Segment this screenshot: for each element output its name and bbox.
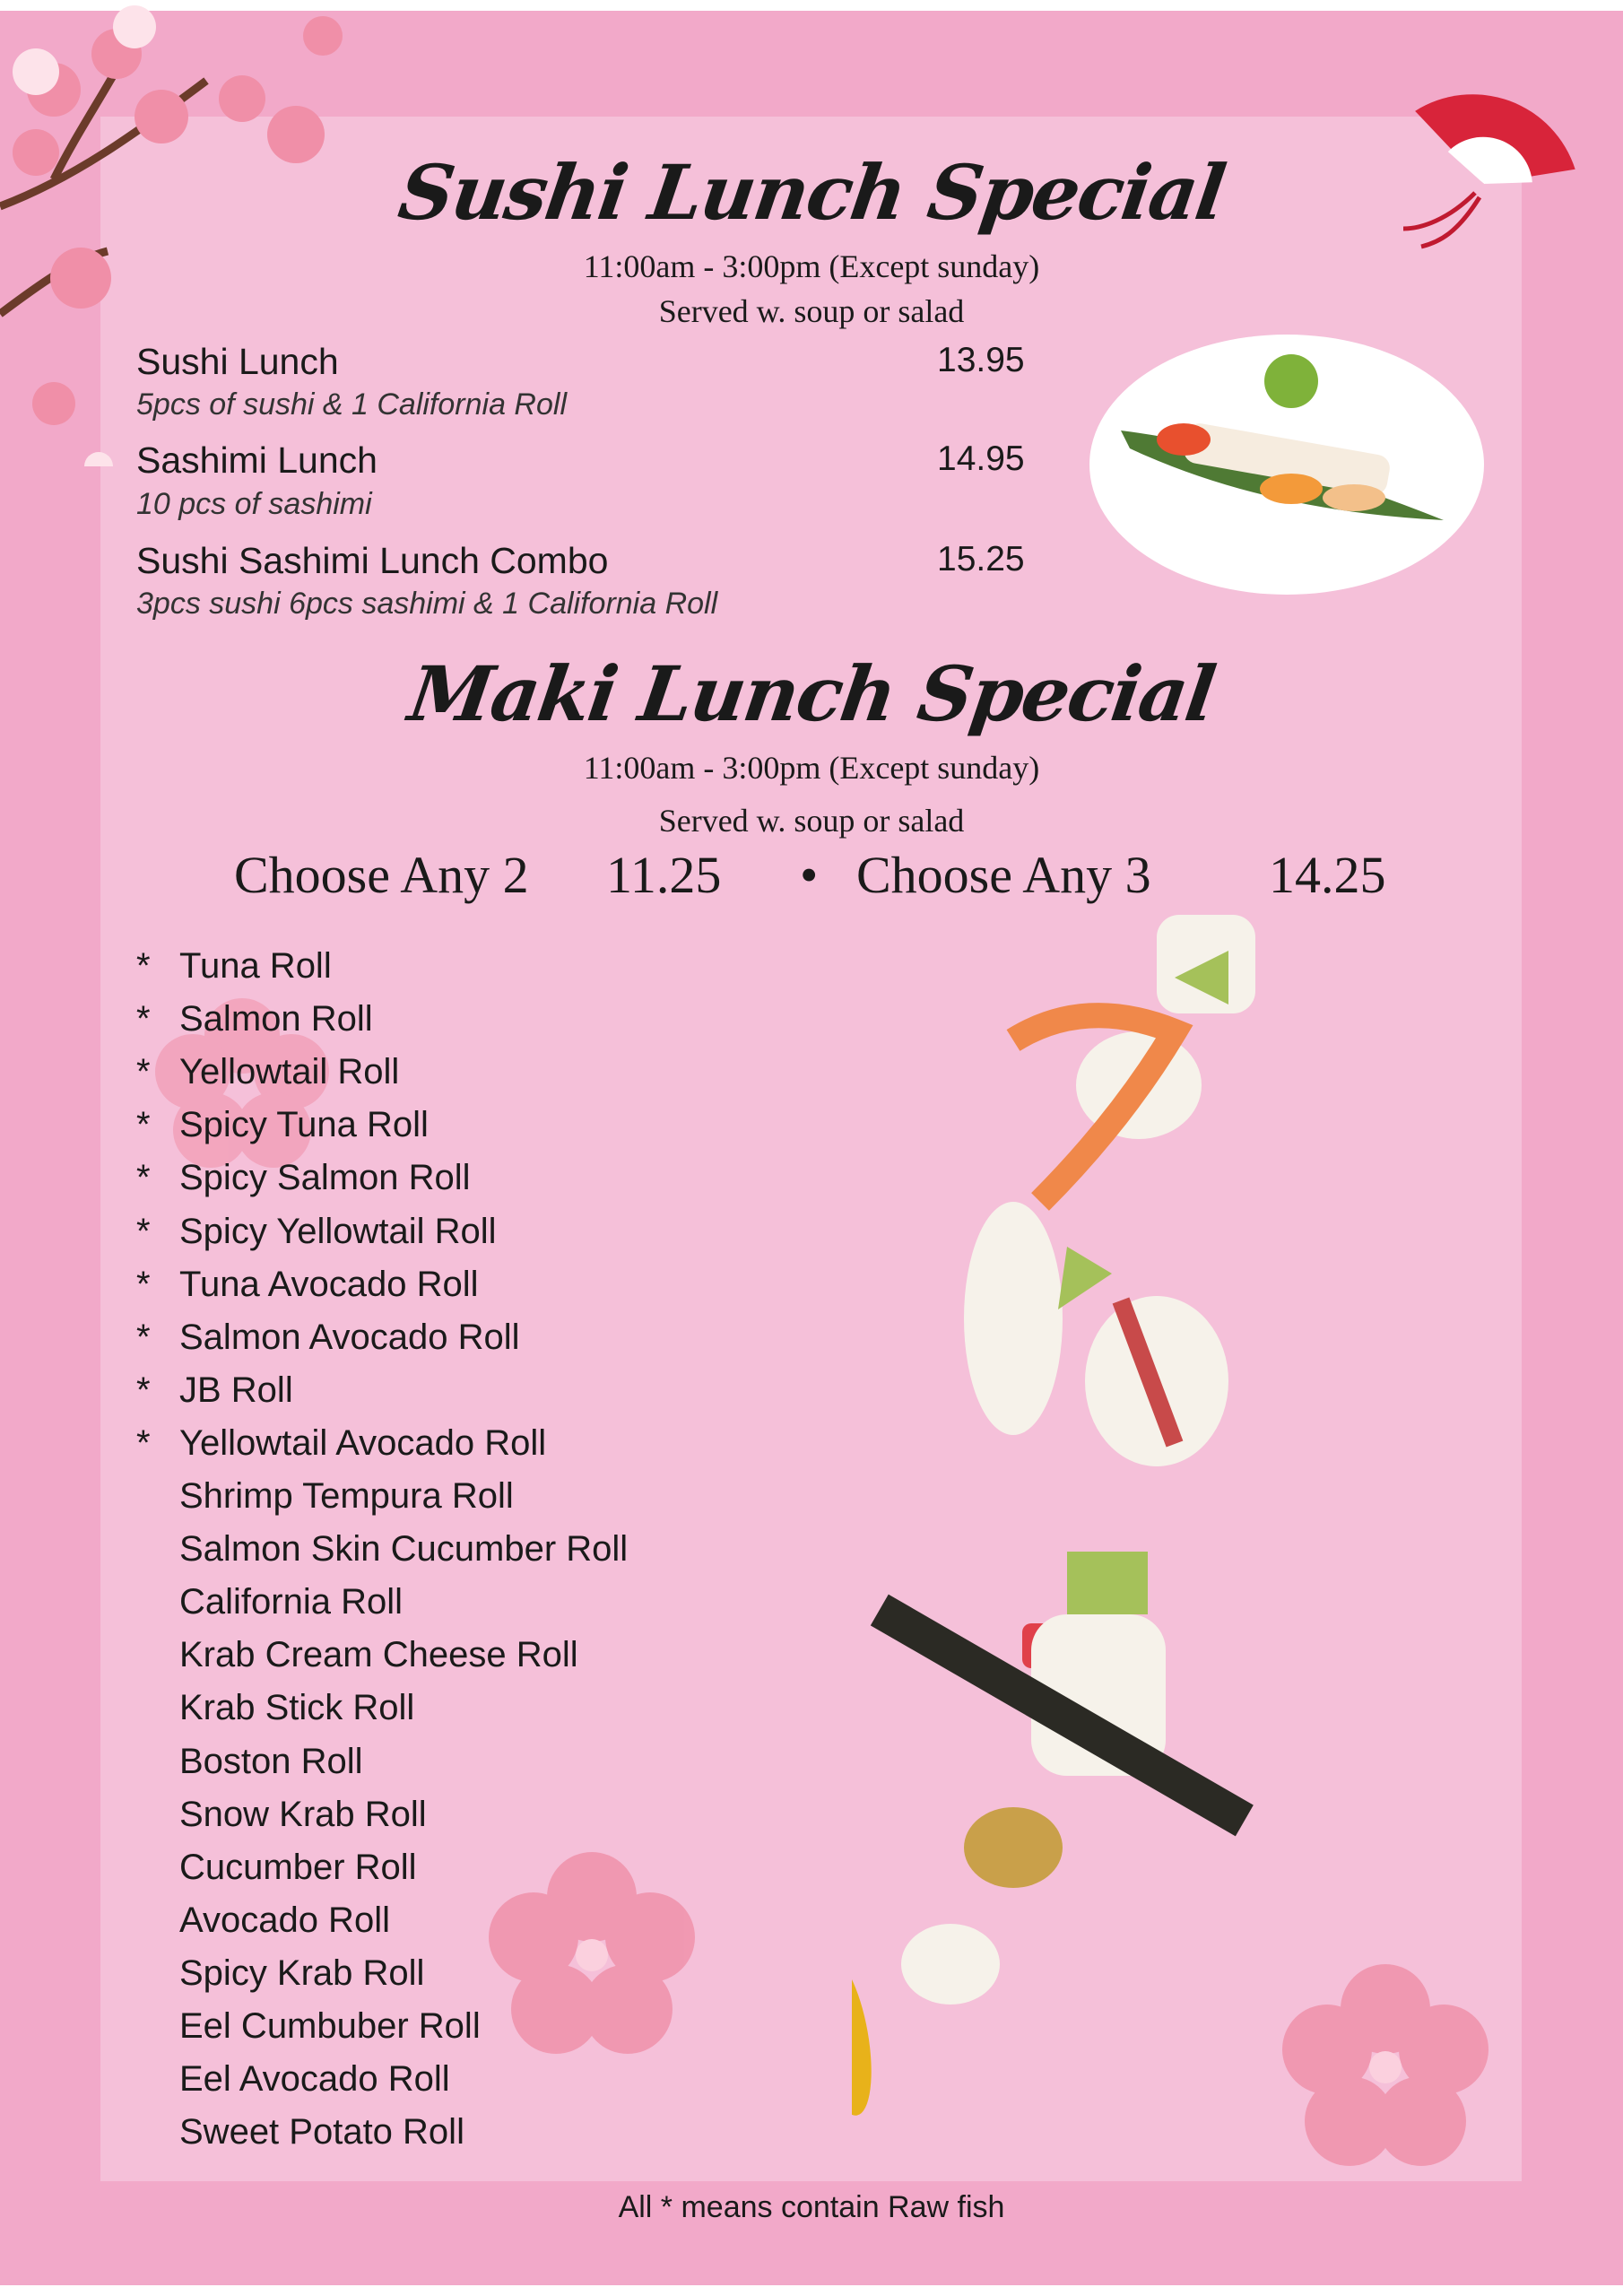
sushi-hours: 11:00am - 3:00pm (Except sunday) bbox=[583, 248, 1040, 284]
maki-served-with: Served w. soup or salad bbox=[658, 803, 965, 839]
roll-item: Shrimp Tempura Roll bbox=[179, 1476, 514, 1516]
menu-item-price: 13.95 bbox=[937, 341, 1025, 379]
menu-item-price: 14.95 bbox=[937, 439, 1025, 478]
roll-item: Salmon Roll bbox=[179, 999, 373, 1039]
roll-item: Tuna Avocado Roll bbox=[179, 1264, 479, 1304]
maki-hours: 11:00am - 3:00pm (Except sunday) bbox=[583, 750, 1040, 786]
roll-item: Salmon Skin Cucumber Roll bbox=[179, 1529, 629, 1570]
roll-item: California Roll bbox=[179, 1582, 403, 1622]
raw-fish-marker: * bbox=[136, 946, 151, 986]
maki-section-title: Maki Lunch Special bbox=[404, 649, 1219, 738]
roll-item: Salmon Avocado Roll bbox=[179, 1317, 520, 1357]
blossom-icon bbox=[1278, 1960, 1493, 2175]
menu-item-name: Sashimi Lunch bbox=[136, 439, 378, 481]
blossom-icon bbox=[484, 1848, 699, 2063]
roll-item: JB Roll bbox=[179, 1370, 293, 1410]
raw-fish-marker: * bbox=[136, 1052, 151, 1092]
menu-item-desc: 10 pcs of sashimi bbox=[136, 487, 372, 521]
raw-fish-marker: * bbox=[136, 1211, 151, 1251]
roll-item: Eel Avocado Roll bbox=[179, 2059, 450, 2100]
choose-any-3-label: Choose Any 3 bbox=[856, 846, 1151, 904]
roll-item: Krab Stick Roll bbox=[179, 1688, 415, 1728]
raw-fish-marker: * bbox=[136, 1422, 151, 1463]
choose-any-3-price: 14.25 bbox=[1269, 846, 1386, 904]
roll-item: Spicy Salmon Roll bbox=[179, 1158, 471, 1198]
roll-item: Snow Krab Roll bbox=[179, 1794, 427, 1834]
raw-fish-marker: * bbox=[136, 1158, 151, 1198]
sushi-served-with: Served w. soup or salad bbox=[658, 293, 965, 329]
roll-item: Avocado Roll bbox=[179, 1900, 390, 1940]
raw-fish-marker: * bbox=[136, 1264, 151, 1304]
roll-item: Tuna Roll bbox=[179, 946, 332, 986]
sushi-section-title: Sushi Lunch Special bbox=[393, 148, 1230, 237]
sushi-stack-image bbox=[852, 906, 1282, 2161]
roll-item: Krab Cream Cheese Roll bbox=[179, 1635, 578, 1675]
roll-item: Eel Cumbuber Roll bbox=[179, 2006, 481, 2046]
roll-item: Sweet Potato Roll bbox=[179, 2112, 464, 2152]
choose-any-2-label: Choose Any 2 bbox=[234, 846, 529, 904]
sushi-plate-image bbox=[1085, 332, 1488, 601]
menu-item-desc: 3pcs sushi 6pcs sashimi & 1 California Roll bbox=[136, 587, 718, 621]
choose-any-2-price: 11.25 bbox=[606, 846, 722, 904]
roll-item: Spicy Krab Roll bbox=[179, 1952, 425, 1993]
menu-item-name: Sushi Lunch bbox=[136, 341, 339, 382]
menu-item-desc: 5pcs of sushi & 1 California Roll bbox=[136, 387, 568, 422]
raw-fish-marker: * bbox=[136, 1370, 151, 1410]
menu-item-name: Sushi Sashimi Lunch Combo bbox=[136, 540, 609, 581]
roll-item: Cucumber Roll bbox=[179, 1847, 417, 1887]
roll-item: Yellowtail Avocado Roll bbox=[179, 1422, 547, 1463]
raw-fish-marker: * bbox=[136, 1105, 151, 1145]
raw-fish-marker: * bbox=[136, 999, 151, 1039]
roll-item: Yellowtail Roll bbox=[179, 1052, 400, 1092]
menu-item-price: 15.25 bbox=[937, 540, 1025, 578]
footer-note: All * means contain Raw fish bbox=[618, 2190, 1005, 2224]
roll-item: Spicy Yellowtail Roll bbox=[179, 1211, 497, 1251]
roll-item: Boston Roll bbox=[179, 1741, 363, 1781]
roll-item: Spicy Tuna Roll bbox=[179, 1105, 429, 1145]
separator-bullet: • bbox=[800, 846, 819, 904]
raw-fish-marker: * bbox=[136, 1317, 151, 1357]
